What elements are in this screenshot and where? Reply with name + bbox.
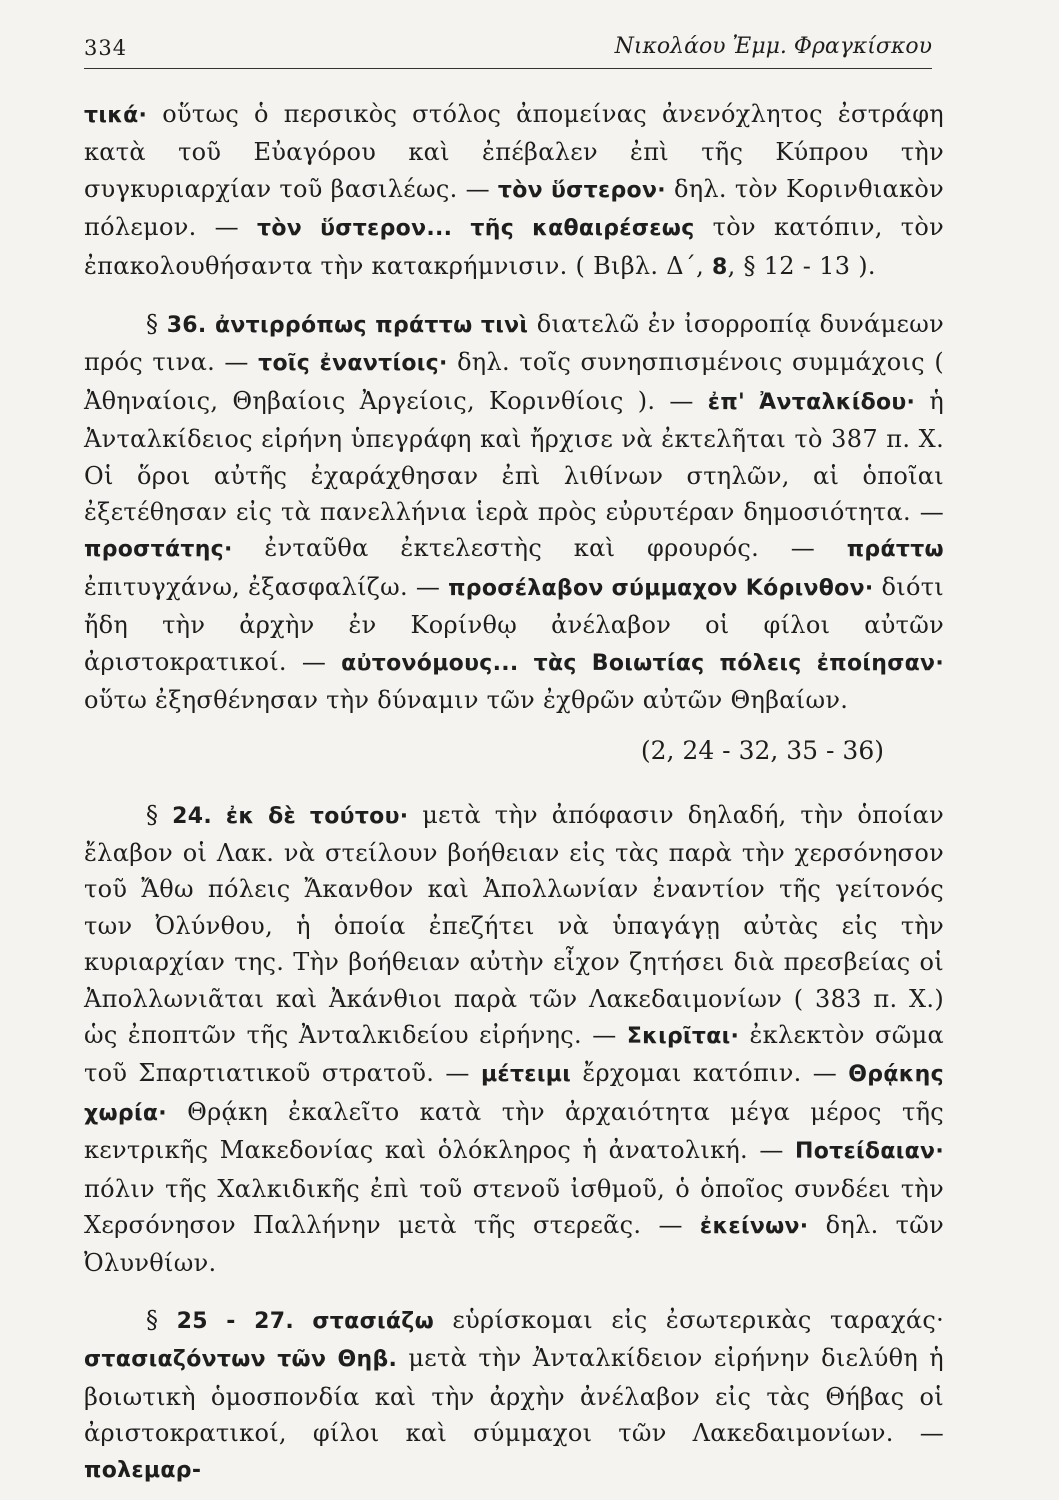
lemma-term: 8 [712,254,728,280]
lemma-term: 25 - 27. στασιάζω [176,1308,453,1334]
commentary-text: ἐπιτυγχάνω, ἐξασφαλίζω. — [84,572,449,601]
section-reference: (2, 24 - 32, 35 - 36) [640,735,884,765]
commentary-text: § [146,1305,177,1334]
commentary-text: δηλ. τὸν Κορινθιακὸν πόλεμον. — [84,174,944,242]
lemma-term: πολεμαρ- [84,1458,202,1484]
commentary-text: πόλιν τῆς Χαλκιδικῆς ἐπὶ τοῦ στενοῦ ἰσθμοῦ, ὁ ὁποῖος συνδέει τὴν Χερσόνησον Παλλήνην μετὰ τῆς στερεᾶς. — [84,1174,944,1239]
lemma-term: τοῖς ἐναντίοις· [258,351,458,377]
lemma-term: Ποτείδαιαν· [795,1139,944,1165]
lemma-term: αὐτονόμους... τὰς Βοιωτίας πόλεις ἐποίησαν· [341,650,944,676]
commentary-text: οὕτω ἐξησθένησαν τὴν δύναμιν τῶν ἐχθρῶν αὐτῶν Θηβαίων. [84,686,849,715]
commentary-text: εὑρίσκομαι εἰς ἐσωτερικὰς ταραχάς· [452,1305,945,1334]
lemma-term: τὸν ὕστερον· [497,177,674,203]
commentary-text: ἡ Ἀνταλκίδειος εἰρήνη ὑπεγράφη καὶ ἤρχισε νὰ ἐκτελῆται τὸ 387 π. Χ. Οἱ ὅροι αὐτῆς ἐχαράχθησαν ἐπὶ λιθίνων στηλῶν, αἱ ὁποῖαι ἐξετέθησαν εἰς τὰ πανελλήνια ἱερὰ πρὸς εὐρυτέραν δημοσιότητα. — [84,386,945,527]
lemma-term: 36. ἀντιρρόπως πράττω τινὶ [166,313,537,339]
commentary-text: ἐνταῦθα ἐκτελεστὴς καὶ φρουρός. — [264,534,847,563]
commentary-text: διατελῶ ἐν ἰσορροπίᾳ δυνάμεων πρός τινα. — [84,310,945,377]
commentary-text: Θρᾴκη ἐκαλεῖτο κατὰ τὴν ἀρχαιότητα μέγα μέρος τῆς κεντρικῆς Μακεδονίας καὶ ὁλόκληρος ἡ ἀνατολική. — [84,1097,944,1165]
commentary-text: δηλ. τῶν Ὀλυνθίων. [84,1210,944,1278]
lemma-term: προσέλαβον σύμμαχον Κόρινθον· [448,575,882,601]
commentary-text: μετὰ τὴν Ἀνταλκίδειον εἰρήνην διελύθη ἡ βοιωτικὴ ὁμοσπονδία καὶ τὴν ἀρχὴν ἀνέλαβον εἰς τὰς Θήβας οἱ ἀριστοκρατικοί, φίλοι καὶ σύμμαχοι τῶν Λακεδαιμονίων. — [84,1344,944,1447]
paragraph-p3 [84,797,944,1282]
commentary-text: οὕτως ὁ περσικὸς στόλος ἀπομείνας ἀνενόχλητος ἐστράφη κατὰ τοῦ Εὐαγόρου καὶ ἐπέβαλεν ἐπὶ τῆς Κύπρου τὴν συγκυριαρχίαν τοῦ βασιλέως. — [84,100,944,203]
paragraph-p4 [84,1302,944,1490]
running-head: Νικολάου Ἐμμ. Φραγκίσκου [614,34,932,59]
lemma-term: 24. ἐκ δὲ τούτου· [172,803,423,829]
lemma-term: στασιαζόντων τῶν Θηβ. [84,1347,409,1373]
lemma-term: προστάτης· [84,537,265,563]
commentary-text: δηλ. τοῖς συνησπισμένοις συμμάχοις ( Ἀθηναίοις, Θηβαίοις Ἀργείοις, Κορινθίοις ). — [84,348,944,415]
commentary-text: , § 12 - 13 ). [727,251,876,280]
commentary-text: διότι ἤδη τὴν ἀρχὴν ἐν Κορίνθῳ ἀνέλαβον οἱ φίλοι αὐτῶν ἀριστοκρατικοί. — [84,572,944,676]
lemma-term: τικά· [84,103,163,128]
page-header [84,32,932,69]
commentary-body [84,96,944,1490]
paragraph-p1 [84,96,944,286]
commentary-text: ἐκλεκτὸν σῶμα τοῦ Σπαρτιατικοῦ στρατοῦ. — [84,1020,944,1088]
commentary-text: § [146,310,167,339]
commentary-text: μετὰ τὴν ἀπόφασιν δηλαδή, τὴν ὁποίαν ἔλαβον οἱ Λακ. νὰ στείλουν βοήθειαν εἰς τὰς παρὰ τὴν χερσόνησον τοῦ Ἄθω πόλεις Ἄκανθον καὶ Ἀπολλωνίαν ἐναντίον τῆς γείτονός των Ὀλύνθου, ἡ ὁποία ἐπεζήτει νὰ ὑπαγάγῃ αὐτὰς εἰς τὴν κυριαρχίαν της. Τὴν βοήθειαν αὐτὴν εἶχον ζητήσει διὰ πρεσβείας οἱ Ἀπολλωνιᾶται καὶ Ἀκάνθιοι παρὰ τῶν Λακεδαιμονίων ( 383 π. Χ.) ὡς ἐποπτῶν τῆς Ἀνταλκιδείου εἰρήνης. — [84,800,944,1049]
commentary-text: τὸν κατόπιν, τὸν ἐπακολουθήσαντα τὴν κατακρήμνισιν. ( Βιβλ. Δ΄, [84,213,944,280]
paragraph-group-a [84,96,944,719]
commentary-text: § [146,800,173,829]
lemma-term: μέτειμι [480,1062,583,1088]
paragraph-group-b [84,797,944,1490]
lemma-term: Θρᾴκης χωρία· [84,1062,944,1126]
page-number: 334 [84,36,128,60]
lemma-term: ἐπ' Ἀνταλκίδου· [707,389,930,415]
lemma-term: πράττω [846,537,944,563]
paragraph-p2 [84,306,944,718]
lemma-term: τὸν ὕστερον... τῆς καθαιρέσεως [256,216,713,242]
commentary-text: ἔρχομαι κατόπιν. — [582,1059,849,1088]
lemma-term: Σκιρῖται· [626,1023,750,1049]
lemma-term: ἐκείνων· [699,1213,826,1239]
